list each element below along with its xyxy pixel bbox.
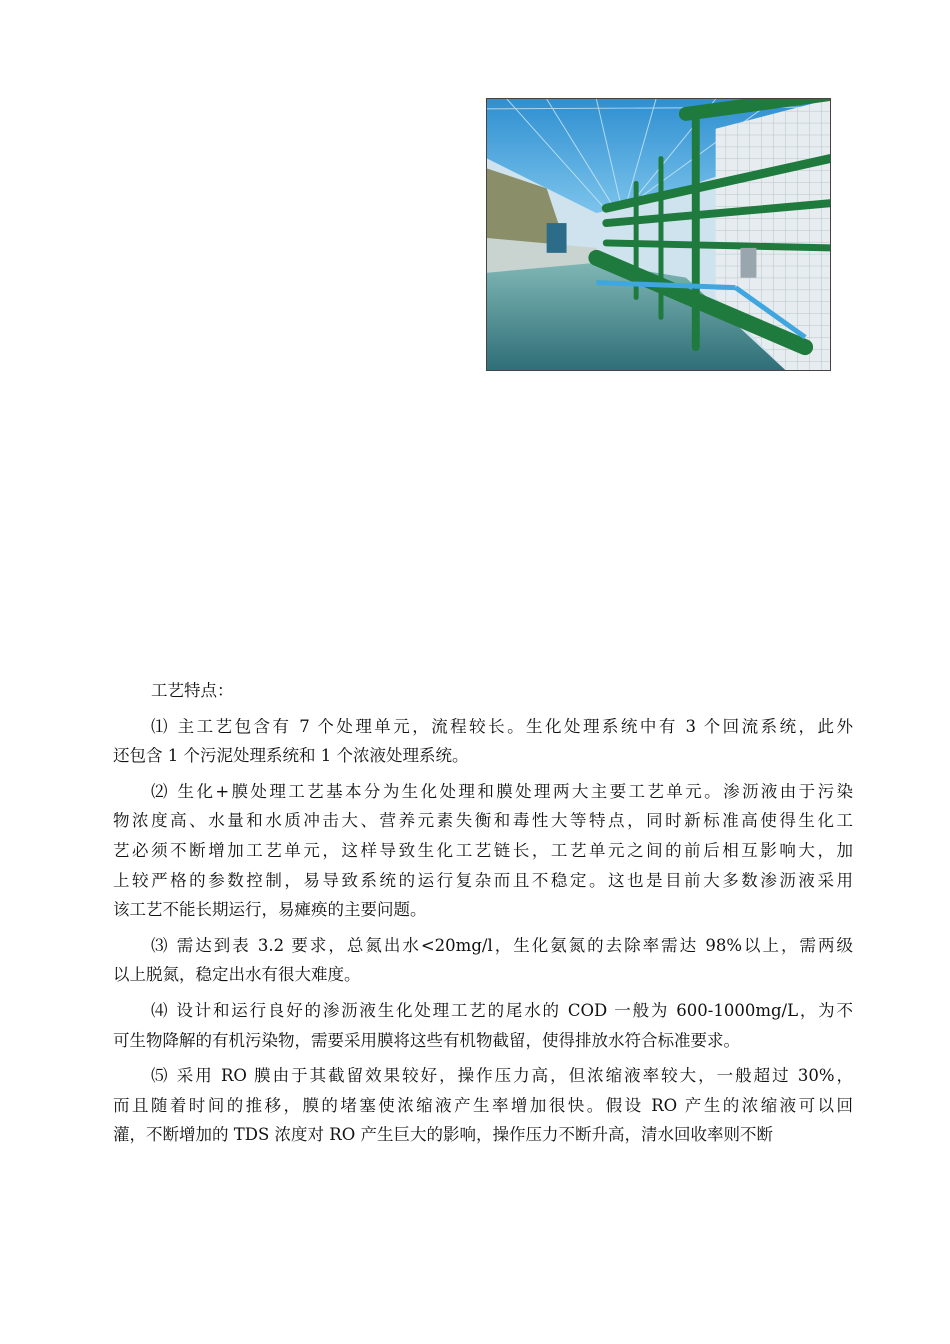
- paragraph-line: ⑴ 主工艺包含有 7 个处理单元，流程较长。生化处理系统中有 3 个回流系统，此外: [151, 716, 853, 736]
- paragraph-list: [113, 712, 853, 1150]
- paragraph-line: 还包含 1 个污泥处理系统和 1 个浓液处理系统。: [113, 746, 469, 766]
- paragraph: [113, 777, 853, 925]
- paragraph-line: 可生物降解的有机污染物，需要采用膜将这些有机物截留，使得排放水符合标准要求。: [113, 1030, 740, 1050]
- paragraph-line: 以上脱氮，稳定出水有很大难度。: [113, 965, 361, 985]
- paragraph: [113, 996, 853, 1055]
- paragraph-line: ⑷ 设计和运行良好的渗沥液生化处理工艺的尾水的 COD 一般为 600-1000mg/L，为不: [151, 1000, 853, 1020]
- treatment-facility-photo: [486, 98, 831, 371]
- paragraph-line: 该工艺不能长期运行，易瘫痪的主要问题。: [113, 900, 427, 920]
- paragraph-line: ⑶ 需达到表 3.2 要求，总氮出水<20mg/l，生化氨氮的去除率需达 98%以上，需两级: [151, 935, 853, 955]
- paragraph: [113, 712, 853, 771]
- paragraph-line: ⑸ 采用 RO 膜由于其截留效果较好，操作压力高，但浓缩液率较大，一般超过 30%，: [151, 1066, 853, 1086]
- paragraph: [113, 1061, 853, 1150]
- paragraph-line: 物浓度高、水量和水质冲击大、营养元素失衡和毒性大等特点，同时新标准高使得生化工: [113, 811, 853, 831]
- paragraph-line: 灌，不断增加的 TDS 浓度对 RO 产生巨大的影响，操作压力不断升高，清水回收率则不断: [113, 1125, 773, 1145]
- paragraph-line: 艺必须不断增加工艺单元，这样导致生化工艺链长，工艺单元之间的前后相互影响大，加: [113, 840, 853, 860]
- document-body: [113, 676, 853, 1156]
- pipe-corridor-illustration: [487, 99, 830, 370]
- paragraph-line: ⑵ 生化+膜处理工艺基本分为生化处理和膜处理两大主要工艺单元。渗沥液由于污染: [151, 781, 853, 801]
- section-heading: 工艺特点：: [151, 681, 234, 700]
- paragraph-line: 上较严格的参数控制，易导致系统的运行复杂而且不稳定。这也是目前大多数渗沥液采用: [113, 870, 853, 890]
- paragraph-line: 而且随着时间的推移，膜的堵塞使浓缩液产生率增加很快。假设 RO 产生的浓缩液可以回: [113, 1095, 853, 1115]
- paragraph: [113, 931, 853, 990]
